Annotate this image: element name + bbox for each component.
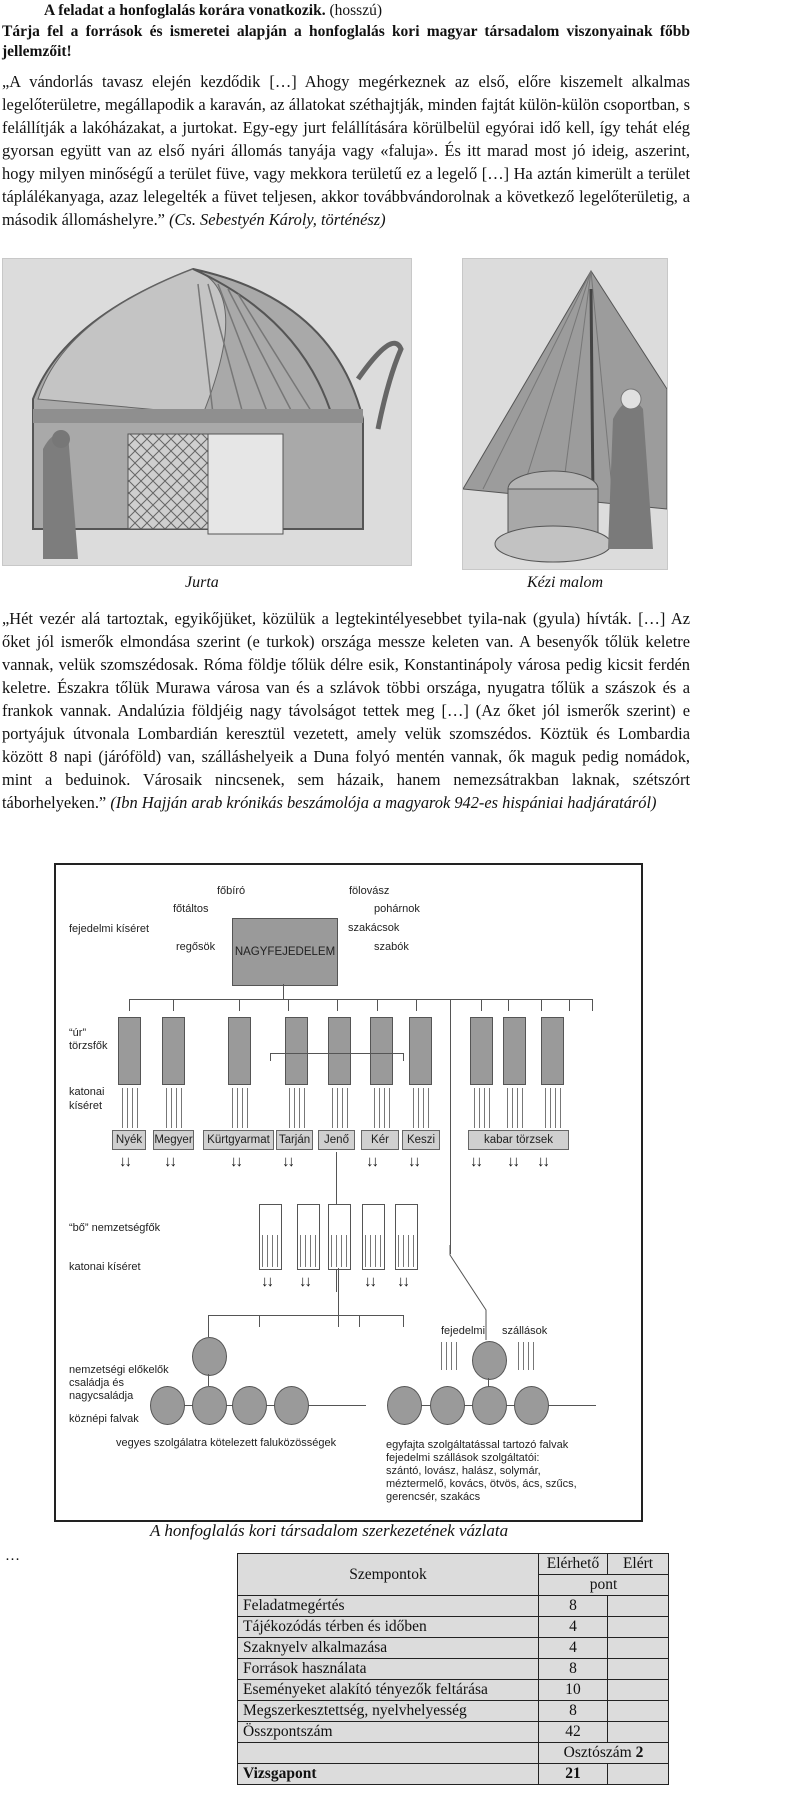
task-title bbox=[44, 2, 382, 20]
clan-box bbox=[297, 1204, 320, 1270]
label-mixed-service-villages: vegyes szolgálatra kötelezett faluközösségek bbox=[116, 1437, 337, 1449]
label-common-villages: köznépi falvak bbox=[69, 1413, 139, 1425]
row-label: Feladatmegértés bbox=[238, 1596, 539, 1617]
chief-box bbox=[370, 1017, 393, 1085]
achieved-cell[interactable] bbox=[608, 1638, 669, 1659]
achieved-cell[interactable] bbox=[608, 1722, 669, 1743]
service-line: szántó, lovász, halász, solymár, bbox=[386, 1465, 541, 1477]
service-line: fejedelmi szállások szolgáltatói: bbox=[386, 1452, 540, 1464]
divisor-value: 2 bbox=[635, 1744, 644, 1761]
tribe-jeno: Jenő bbox=[318, 1130, 355, 1150]
label-princely-retinue: fejedelmi kíséret bbox=[69, 923, 150, 935]
chief-box bbox=[470, 1017, 493, 1085]
hand-mill-caption: Kézi malom bbox=[527, 574, 603, 591]
tribe-nyek: Nyék bbox=[112, 1130, 146, 1150]
row-points: 42 bbox=[539, 1722, 608, 1743]
down-arrows-icon: ↓↓ bbox=[282, 1153, 293, 1170]
task-title-bold: A feladat a honfoglalás korára vonatkozik. bbox=[44, 2, 326, 19]
header-achieved: Elért bbox=[608, 1554, 669, 1575]
village-circle bbox=[430, 1386, 465, 1425]
chief-box bbox=[409, 1017, 432, 1085]
task-length: (hosszú) bbox=[325, 2, 383, 19]
achieved-cell[interactable] bbox=[608, 1701, 669, 1722]
service-line: gerencsér, szakács bbox=[386, 1491, 481, 1503]
down-arrows-icon: ↓↓ bbox=[119, 1153, 130, 1170]
row-label: Források használata bbox=[238, 1659, 539, 1680]
label-chief-shaman: főtáltos bbox=[173, 903, 209, 915]
source-2-attribution: (Ibn Hajján arab krónikás beszámolója a magyarok 942-es hispániai hadjáratáról) bbox=[110, 793, 657, 812]
final-points: 21 bbox=[539, 1764, 608, 1785]
row-label: Megszerkesztettség, nyelvhelyesség bbox=[238, 1701, 539, 1722]
village-circle bbox=[472, 1386, 507, 1425]
princely-residence-circle bbox=[472, 1341, 507, 1380]
label-retinue: kíséret bbox=[69, 1100, 103, 1112]
tribe-megyer: Megyer bbox=[153, 1130, 194, 1150]
label-ur: “úr” bbox=[69, 1027, 87, 1039]
society-structure-diagram bbox=[54, 863, 643, 1522]
divisor-cell bbox=[539, 1743, 669, 1764]
chief-box bbox=[228, 1017, 251, 1085]
down-arrows-icon: ↓↓ bbox=[408, 1153, 419, 1170]
task-instruction: Tárja fel a források és ismeretei alapján a honfoglalás kori magyar társadalom viszonyainak főbb jellemzőit! bbox=[2, 23, 690, 60]
tribe-keszi: Keszi bbox=[402, 1130, 440, 1150]
label-service-villages bbox=[386, 1439, 577, 1504]
chief-box bbox=[162, 1017, 185, 1085]
table-row bbox=[238, 1680, 669, 1701]
row-points: 8 bbox=[539, 1659, 608, 1680]
table-row bbox=[238, 1701, 669, 1722]
row-label: Szaknyelv alkalmazása bbox=[238, 1638, 539, 1659]
label-military: katonai bbox=[69, 1086, 105, 1098]
noble-family-circle bbox=[192, 1337, 227, 1376]
tribe-tarjan: Tarján bbox=[276, 1130, 313, 1150]
label-tailors: szabók bbox=[374, 941, 409, 953]
final-achieved-cell[interactable] bbox=[608, 1764, 669, 1785]
label-clan-chiefs: “bő” nemzetségfők bbox=[69, 1222, 161, 1234]
table-row bbox=[238, 1617, 669, 1638]
clan-box bbox=[395, 1204, 418, 1270]
label-clan-nobles: nemzetségi előkelők bbox=[69, 1364, 169, 1376]
down-arrows-icon: ↓↓ bbox=[299, 1273, 310, 1290]
row-points: 10 bbox=[539, 1680, 608, 1701]
label-princely: fejedelmi bbox=[441, 1325, 486, 1337]
grand-prince-box: NAGYFEJEDELEM bbox=[232, 918, 338, 986]
village-circle bbox=[232, 1386, 267, 1425]
hand-mill-illustration bbox=[462, 258, 668, 570]
tribe-kurtgyarmat: Kürtgyarmat bbox=[203, 1130, 274, 1150]
kabar-tribes: kabar törzsek bbox=[468, 1130, 569, 1150]
achieved-cell[interactable] bbox=[608, 1596, 669, 1617]
source-quote-2 bbox=[2, 607, 690, 814]
label-military-retinue: katonai kíséret bbox=[69, 1261, 141, 1273]
ellipsis: … bbox=[5, 1548, 20, 1564]
down-arrows-icon: ↓↓ bbox=[470, 1153, 481, 1170]
chief-box bbox=[541, 1017, 564, 1085]
village-circle bbox=[514, 1386, 549, 1425]
yurt-illustration bbox=[2, 258, 412, 566]
achieved-cell[interactable] bbox=[608, 1617, 669, 1638]
divisor-empty bbox=[238, 1743, 539, 1764]
clan-box bbox=[328, 1204, 351, 1270]
header-unit: pont bbox=[539, 1575, 669, 1596]
down-arrows-icon: ↓↓ bbox=[164, 1153, 175, 1170]
label-extended-families: nagycsaládja bbox=[69, 1390, 134, 1402]
score-table bbox=[237, 1553, 669, 1785]
chief-box bbox=[118, 1017, 141, 1085]
table-row bbox=[238, 1596, 669, 1617]
service-line: egyfajta szolgáltatással tartozó falvak bbox=[386, 1439, 569, 1451]
down-arrows-icon: ↓↓ bbox=[261, 1273, 272, 1290]
header-available: Elérhető bbox=[539, 1554, 608, 1575]
chief-box bbox=[285, 1017, 308, 1085]
table-row bbox=[238, 1722, 669, 1743]
label-minstrels: regősök bbox=[176, 941, 216, 953]
village-circle bbox=[387, 1386, 422, 1425]
row-label: Tájékozódás térben és időben bbox=[238, 1617, 539, 1638]
diagram-caption: A honfoglalás kori társadalom szerkezetének vázlata bbox=[150, 1521, 509, 1540]
clan-box bbox=[259, 1204, 282, 1270]
down-arrows-icon: ↓↓ bbox=[366, 1153, 377, 1170]
label-master-of-horse: fölovász bbox=[349, 885, 390, 897]
village-circle bbox=[274, 1386, 309, 1425]
source-quote-1 bbox=[2, 70, 690, 231]
label-residences: szállások bbox=[502, 1325, 548, 1337]
final-label: Vizsgapont bbox=[238, 1764, 539, 1785]
clan-box bbox=[362, 1204, 385, 1270]
achieved-cell[interactable] bbox=[608, 1659, 669, 1680]
village-circle bbox=[192, 1386, 227, 1425]
tribe-ker: Kér bbox=[361, 1130, 399, 1150]
table-row bbox=[238, 1659, 669, 1680]
row-points: 8 bbox=[539, 1596, 608, 1617]
yurt-caption: Jurta bbox=[185, 574, 219, 591]
row-points: 4 bbox=[539, 1638, 608, 1659]
final-row bbox=[238, 1764, 669, 1785]
label-cooks: szakácsok bbox=[348, 922, 400, 934]
down-arrows-icon: ↓↓ bbox=[364, 1273, 375, 1290]
header-criteria: Szempontok bbox=[238, 1554, 539, 1596]
down-arrows-icon: ↓↓ bbox=[507, 1153, 518, 1170]
chief-box bbox=[503, 1017, 526, 1085]
table-row bbox=[238, 1638, 669, 1659]
village-circle bbox=[150, 1386, 185, 1425]
down-arrows-icon: ↓↓ bbox=[537, 1153, 548, 1170]
chief-box bbox=[328, 1017, 351, 1085]
row-points: 4 bbox=[539, 1617, 608, 1638]
row-points: 8 bbox=[539, 1701, 608, 1722]
achieved-cell[interactable] bbox=[608, 1680, 669, 1701]
service-line: méztermelő, kovács, ötvös, ács, szűcs, bbox=[386, 1478, 577, 1490]
down-arrows-icon: ↓↓ bbox=[397, 1273, 408, 1290]
row-label: Eseményeket alakító tényezők feltárása bbox=[238, 1680, 539, 1701]
divisor-label: Osztószám bbox=[563, 1744, 636, 1761]
divisor-row bbox=[238, 1743, 669, 1764]
source-2-text: „Hét vezér alá tartoztak, egyikőjüket, közülük a legtekintélyesebbet tyila-nak (gyula) hívták. […] Az őket jól ismerők elmondása szerint (e turkok) országa messze keleten van. A besenyők tőlük keletre vannak, velük szomszédosak. Róma földje tőlük délre esik, Konstantinápoly városa pedig kicsit ferdén keletre. Északra tőlük Murawa városa van és a szlávok többi országa, nyugatra tőlük a szászok és a frankok vannak. Andalúzia földjéig nagy távolságot tettek meg […] (Az őket jól ismerők szerint) e portyájuk útvonala Lombardián keresztül vezetett, amely velük szomszédos. Köztük és Lombardia között 8 napi (járóföld) van, szálláshelyeik a Duna folyó mentén vannak, ők maguk pedig nomádok, mint a beduinok. Városaik nincsenek, sem házaik, hanem nemezsátrakban laknak, szétszórt táborhelyeken.” bbox=[2, 609, 690, 812]
source-1-text: „A vándorlás tavasz elején kezdődik […] Ahogy megérkeznek az első, előre kiszemelt alkalmas legelőterületre, megállapodik a karaván, az állatokat széthajtják, minden fajtát külön-külön csoportban, s felállítják a lakóházakat, a jurtokat. Egy-egy jurt felállítására körülbelül egyórai idő kell, így tehát elég gyorsan együtt van az első nyári állomás tanyája vagy «faluja». És itt marad most jó ideig, aszerint, hogy milyen minőségű a terület füve, vagy mekkora területű ez a legelő […] Ha aztán kimerült a terület táplálékanyaga, azaz lelegelték a füvet teljesen, akkor továbbvándorolnak a következő legelőterületig, a második állomáshelyre.” bbox=[2, 72, 690, 229]
label-families: családja és bbox=[69, 1377, 125, 1389]
label-chief-judge: főbíró bbox=[217, 885, 246, 897]
label-cupbearer: pohárnok bbox=[374, 903, 420, 915]
source-1-attribution: (Cs. Sebestyén Károly, történész) bbox=[169, 210, 386, 229]
label-tribal-chiefs: törzsfők bbox=[69, 1040, 108, 1052]
down-arrows-icon: ↓↓ bbox=[230, 1153, 241, 1170]
row-label: Összpontszám bbox=[238, 1722, 539, 1743]
